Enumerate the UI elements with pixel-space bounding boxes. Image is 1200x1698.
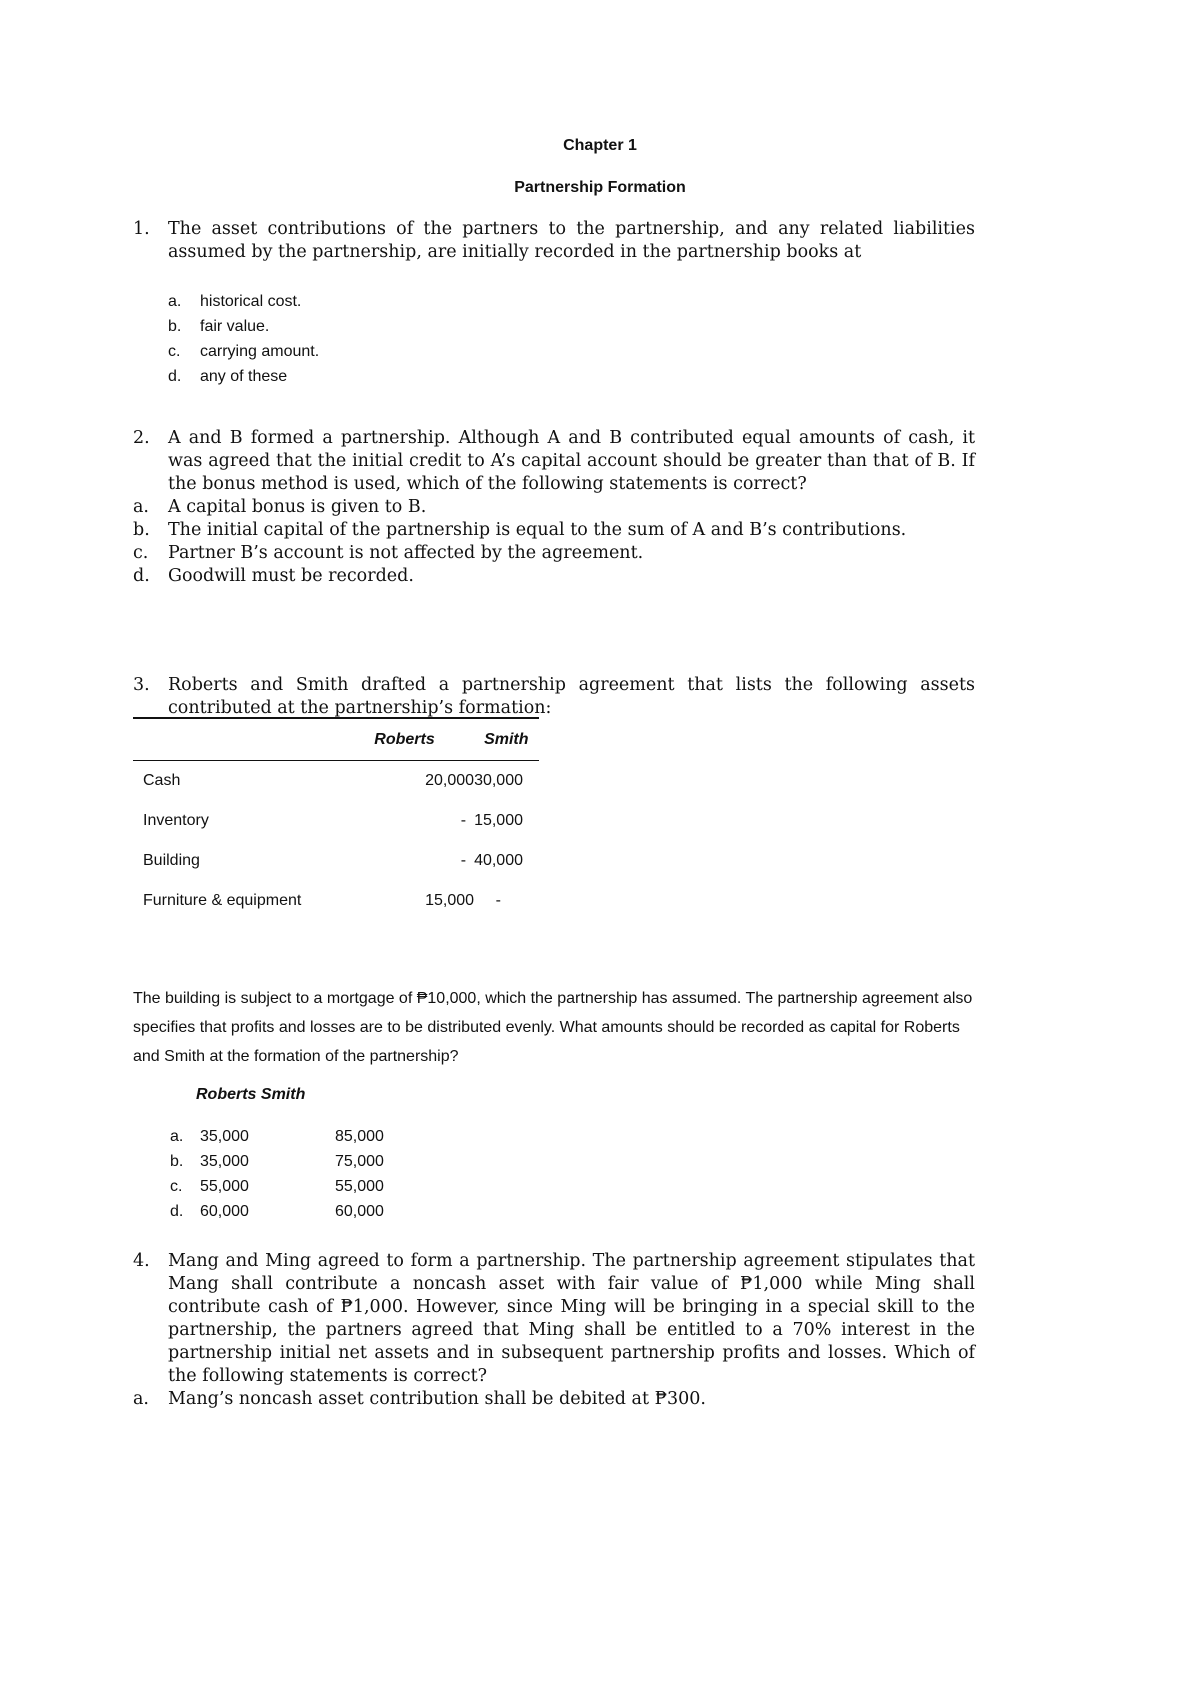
question-number: 3. [133, 675, 150, 695]
question-text: The asset contributions of the partners to the partnership, and any related liabilities assumed by the partnership, are initially recorded in the partnership books at [168, 219, 975, 262]
question-3 [133, 674, 975, 720]
option: c. carrying amount. [168, 343, 320, 360]
question-number: 1. [133, 219, 150, 239]
column-header-roberts: Roberts [374, 731, 435, 748]
question-number: 2. [133, 428, 150, 448]
document-page: Chapter 1 Partnership Formation 1. The asset contributions of the partners to the partnership, and any related liabilities assumed by the partnership, are initially recorded in the partnership books at a. historical cost. b. fair value. c. carrying amount. d. any of these 2. A and B formed a partnership. Although A and B contributed equal amounts of cash, it was agreed that the initial credit to A’s capital account should be greater than that of B. If the bonus method is used, which of the following statements is correct? a. A capital bonus is given to B. b. The initial capital of the partnership is equal to the sum of A and B’s contributions. c. Partner B’s account is not affected by the agreement. d. Goodwill must be recorded. 3. Roberts and Smith drafted a partnership agreement that lists the following assets contributed at the partnership’s formation: Roberts Smith Cash 20,000 30,000 Inventory - 15,000 Building - 40,000 Furniture & equipment 15,000 - The building is subject to a mortgage of ₱10,000, which the partnership has assumed. The partnership agreement also specifies that profits and losses are to be distributed evenly. What amounts should be recorded as capital for Roberts and Smith at the formation of the partnership? Roberts Smith a. 35,000 85,000 b. 35,000 75,000 c. 55,000 55,000 d. 60,000 60,000 4. Mang and Ming agreed to form a partnership. The partnership agreement stipulates that Mang shall contribute a noncash asset with fair value of ₱1,000 while Ming shall contribute cash of ₱1,000. However, since Ming will be bringing in a special skill to the partnership, the partners agreed that Ming shall be entitled to a 70% interest in the partnership initial net assets and in subsequent partnership profits and losses. Which of the following statements is correct? a. Mang’s noncash asset contribution shall be debited at ₱300. [0, 0, 1200, 1698]
question-text: Roberts and Smith drafted a partnership agreement that lists the following assets contributed at the partnership’s formation: [168, 675, 975, 718]
table-row: Building - 40,000 [143, 852, 523, 869]
option: d. any of these [168, 368, 288, 385]
column-header-smith: Smith [484, 731, 529, 748]
option: b. fair value. [168, 318, 270, 335]
table-top-rule [133, 717, 539, 719]
table-row: Cash 20,000 30,000 [143, 772, 523, 789]
question-3-paragraph: The building is subject to a mortgage of ₱10,000, which the partnership has assumed. The partnership agreement also specifies that profits and losses are to be distributed evenly. What amounts should be recorded as capital for Roberts and Smith at the formation of the partnership? [133, 990, 973, 1065]
question-1 [133, 218, 975, 264]
question-4 [133, 1250, 975, 1411]
option: a. historical cost. [168, 293, 302, 310]
table-row: Inventory - 15,000 [143, 812, 523, 829]
page-title: Partnership Formation [514, 179, 686, 196]
question-2 [133, 427, 975, 588]
option: b. The initial capital of the partnership is equal to the sum of A and B’s contributions. [133, 520, 907, 540]
answer-header: Roberts Smith [196, 1086, 306, 1103]
question-text: A and B formed a partnership. Although A and B contributed equal amounts of cash, it was agreed that the initial credit to A’s capital account should be greater than that of B. If the bonus method is used, which of the following statements is correct? [168, 428, 975, 494]
option: d. Goodwill must be recorded. [133, 566, 414, 586]
table-header-row [133, 720, 539, 761]
option: a. A capital bonus is given to B. [133, 497, 427, 517]
table-row: Furniture & equipment 15,000 - [143, 892, 501, 909]
chapter-heading: Chapter 1 [563, 137, 637, 154]
option: c. Partner B’s account is not affected by the agreement. [133, 543, 644, 563]
question-text: Mang and Ming agreed to form a partnership. The partnership agreement stipulates that Mang shall contribute a noncash asset with fair value of ₱1,000 while Ming shall contribute cash of ₱1,000. However, since Ming will be bringing in a special skill to the partnership, the partners agreed that Ming shall be entitled to a 70% interest in the partnership initial net assets and in subsequent partnership profits and losses. Which of the following statements is correct? [168, 1251, 975, 1386]
question-number: 4. [133, 1251, 150, 1271]
q1-options [168, 289, 319, 389]
option: a. Mang’s noncash asset contribution shall be debited at ₱300. [133, 1389, 706, 1409]
contributions-table [133, 720, 539, 921]
